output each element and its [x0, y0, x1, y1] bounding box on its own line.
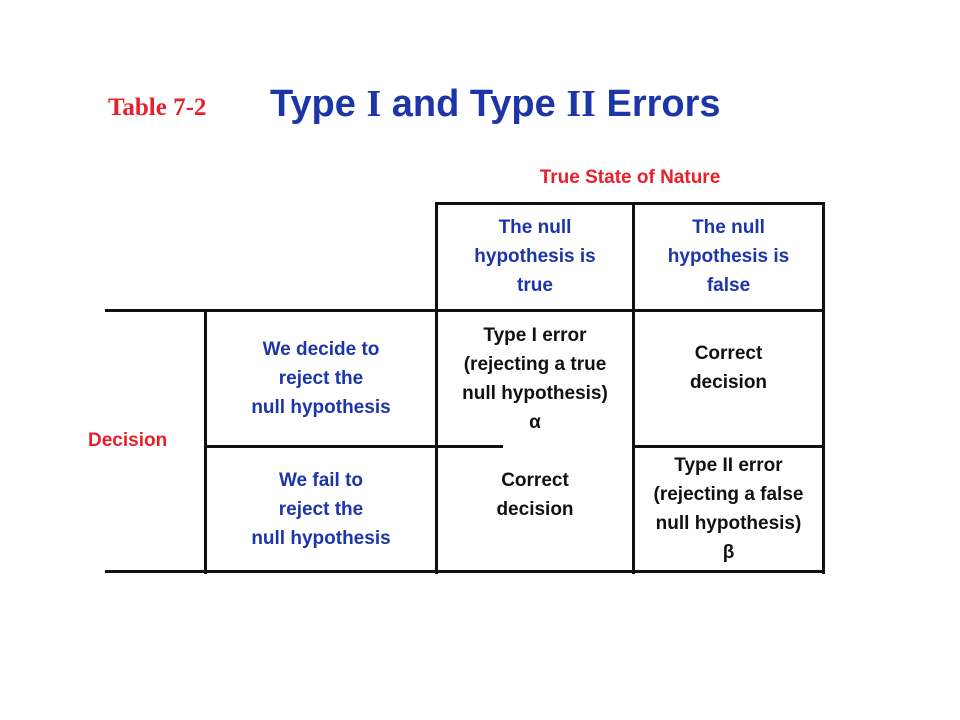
grid-line-vertical-4 — [822, 202, 825, 574]
cell-correct-decision-2: Correct decision — [496, 470, 574, 520]
title-roman-numeral-2: II — [566, 83, 596, 125]
title-roman-numeral-1: I — [366, 83, 382, 125]
title-text-3: Errors — [595, 83, 721, 125]
cell-correct-decision-1: Correct decision — [689, 342, 768, 393]
column-group-header: True State of Nature — [539, 167, 721, 188]
cell-type-one-error: Type I error (rejecting a true null hypothesis) α — [462, 324, 608, 433]
grid-line-bottom — [105, 570, 825, 573]
row-group-header: Decision — [88, 430, 168, 451]
row-label-fail-to-reject: We fail to reject the null hypothesis — [251, 469, 391, 549]
row-label-reject: We decide to reject the null hypothesis — [251, 339, 391, 418]
title-text-2: and Type — [381, 83, 567, 125]
title-text-1: Type — [270, 83, 367, 125]
cell-type-two-error: Type II error (rejecting a false null hypothesis) β — [653, 455, 804, 563]
column-header-null-false: The null hypothesis is false — [667, 217, 790, 296]
page-title — [270, 82, 721, 126]
table-number-label: Table 7-2 — [108, 94, 207, 121]
column-header-null-true: The null hypothesis is true — [474, 217, 596, 296]
